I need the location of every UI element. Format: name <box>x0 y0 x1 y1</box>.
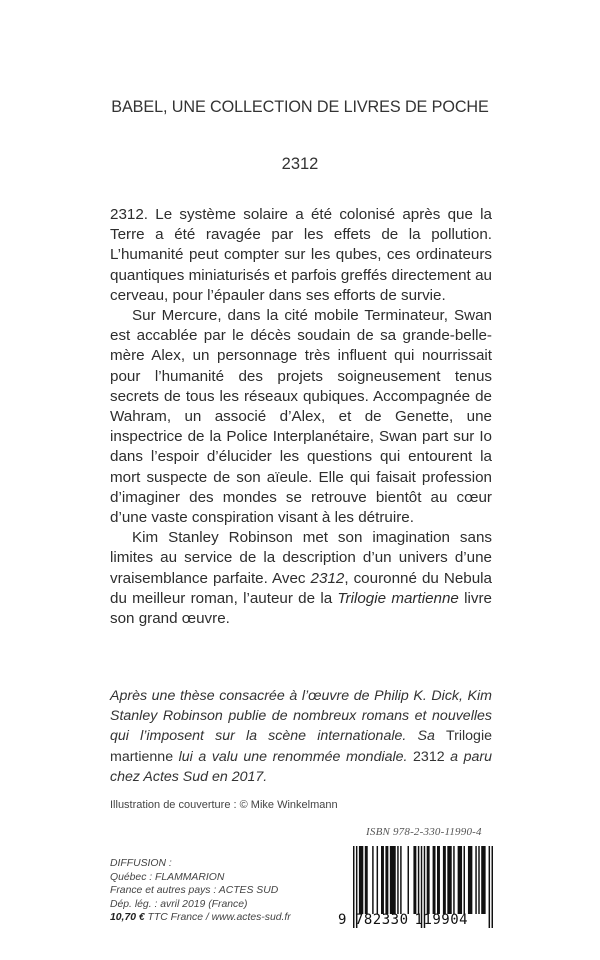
bio-text: Après une thèse consacrée à l’œuvre de Philip K. Dick, Kim Stanley Robinson publie de nombreux romans et nouvelles qui l’imposent sur la scène internationale. Sa <box>110 688 492 745</box>
barcode-bar <box>390 846 396 914</box>
barcode-bar <box>427 846 430 914</box>
price: 10,70 € <box>110 912 145 924</box>
barcode-bar <box>433 846 436 914</box>
barcode-digits-left: 782330 <box>354 912 409 928</box>
title-reference: 2312 <box>310 569 345 587</box>
barcode-bar <box>413 846 416 914</box>
bio-text: a paru chez Actes Sud en 2017. <box>110 748 492 785</box>
barcode-bar <box>453 846 454 914</box>
bio-text: lui a valu une renommée mondiale. <box>173 748 414 765</box>
barcode-bar <box>377 846 378 914</box>
barcode-bar <box>447 846 451 914</box>
blurb-p3-text: livre son grand œuvre. <box>110 589 492 628</box>
barcode-bar <box>464 846 465 914</box>
barcode-bar <box>365 846 368 914</box>
barcode-digits-right: 119904 <box>414 912 469 928</box>
bio-series-reference: Trilogie martienne <box>110 728 492 765</box>
barcode-bar <box>468 846 472 914</box>
distribution-info <box>110 857 291 925</box>
barcode-bar <box>381 846 384 914</box>
series-reference: Trilogie martienne <box>337 589 459 607</box>
barcode-bar <box>443 846 446 914</box>
barcode-bar <box>481 846 485 914</box>
isbn-label: ISBN 978-2-330-11990-4 <box>366 826 482 838</box>
price-details: TTC France / www.actes-sud.fr <box>144 912 291 924</box>
illustration-credit: Illustration de couverture : © Mike Winkelmann <box>110 799 338 811</box>
barcode-bar <box>372 846 373 914</box>
blurb-p3-text: , couronné du Nebula du meilleur roman, l’auteur de la <box>110 569 493 607</box>
blurb <box>110 205 492 629</box>
barcode-bar <box>359 846 363 914</box>
blurb-paragraph-1: 2312. Le système solaire a été colonisé après que la Terre a été ravagée par les effets de la pollution. L’humanité peut compter sur les qubes, ces ordinateurs quantiques miniaturisés et parfois greffés directement au cerveau, pour l’épauler dans ses efforts de survie. <box>110 206 492 304</box>
distribution-label: DIFFUSION : <box>110 858 172 869</box>
barcode-bar <box>400 846 401 914</box>
barcode-bar <box>418 846 419 914</box>
book-title: 2312 <box>281 155 319 173</box>
barcode-bar <box>385 846 388 914</box>
barcode-digit-prefix: 9 <box>338 912 347 928</box>
distribution-quebec: Québec : FLAMMARION <box>110 871 225 883</box>
collection-name: BABEL, UNE COLLECTION DE LIVRES DE POCHE <box>111 98 489 116</box>
bio-title-reference: 2312 <box>413 748 445 765</box>
barcode-bar <box>458 846 462 914</box>
distribution-france: France et autres pays : ACTES SUD <box>110 885 279 897</box>
blurb-paragraph-3 <box>110 528 492 629</box>
price-line <box>110 911 291 925</box>
barcode-bar <box>437 846 440 914</box>
barcode-digits <box>338 912 468 928</box>
blurb-p3-text: Kim Stanley Robinson met son imagination sans limites au service de la description d’un univers d’une vraisemblance parfaite. Avec <box>110 529 492 587</box>
blurb-paragraph-2: Sur Mercure, dans la cité mobile Terminateur, Swan est accablée par le décès soudain de sa grande-belle-mère Alex, un personnage très influent qui nourrissait pour l’humanité des projets soigneusement tenus secrets de tous les réseaux qubiques. Accompagnée de Wahram, un associé d’Alex, et de Genette, une inspectrice de la Police Interplanétaire, Swan part sur Io dans l’espoir d’élucider les questions qui entourent la mort suspecte de son aïeule. Elle qui faisait profession d’imaginer des mondes se retrouve bientôt au cœur d’une vaste conspiration visant à les détruire. <box>110 307 492 527</box>
barcode-bar <box>397 846 398 914</box>
barcode-bar <box>478 846 479 914</box>
legal-deposit: Dép. lég. : avril 2019 (France) <box>110 898 248 910</box>
barcode-bar <box>492 846 493 928</box>
barcode-bar <box>408 846 409 914</box>
barcode-bar <box>475 846 476 914</box>
barcode-bar <box>489 846 490 928</box>
author-bio <box>110 686 492 787</box>
